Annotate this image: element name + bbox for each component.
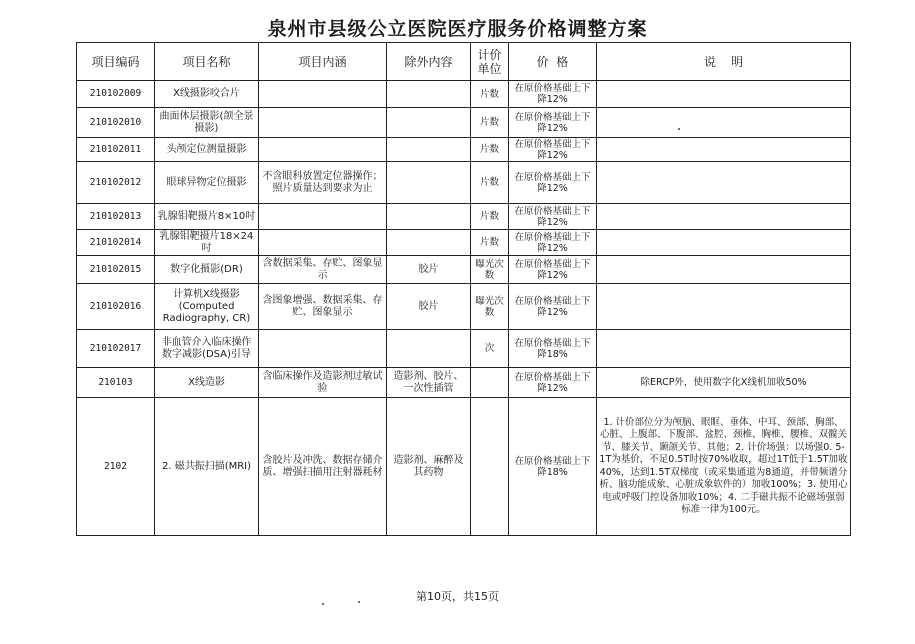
item-price: 在原价格基础上下降12% <box>509 368 597 398</box>
item-content: 不含眼科放置定位器操作；照片质量达到要求为止 <box>259 162 387 204</box>
item-content <box>259 204 387 230</box>
item-code: 210102011 <box>77 138 155 162</box>
item-unit: 曝光次数 <box>471 256 509 284</box>
item-unit <box>471 368 509 398</box>
item-unit: 片数 <box>471 138 509 162</box>
item-code: 210103 <box>77 368 155 398</box>
item-code: 210102015 <box>77 256 155 284</box>
header-name: 项目名称 <box>155 43 259 81</box>
header-unit: 计价单位 <box>471 43 509 81</box>
item-unit: 片数 <box>471 230 509 256</box>
item-code: 210102013 <box>77 204 155 230</box>
item-note <box>597 230 851 256</box>
item-price: 在原价格基础上下降12% <box>509 81 597 108</box>
item-unit: 次 <box>471 330 509 368</box>
item-excluded <box>387 230 471 256</box>
header-row <box>77 43 851 81</box>
item-note <box>597 256 851 284</box>
item-price: 在原价格基础上下降12% <box>509 162 597 204</box>
header-note: 说 明 <box>597 43 851 81</box>
item-excluded: 造影剂、胶片、一次性插管 <box>387 368 471 398</box>
table-row <box>77 162 851 204</box>
page-title: 泉州市县级公立医院医疗服务价格调整方案 <box>267 18 648 40</box>
header-code: 项目编码 <box>77 43 155 81</box>
table-row <box>77 81 851 108</box>
item-unit: 片数 <box>471 108 509 138</box>
item-name: 眼球异物定位摄影 <box>155 162 259 204</box>
header-excluded: 除外内容 <box>387 43 471 81</box>
item-excluded <box>387 108 471 138</box>
table-row <box>77 204 851 230</box>
item-price: 在原价格基础上下降12% <box>509 230 597 256</box>
item-code: 210102010 <box>77 108 155 138</box>
item-excluded <box>387 81 471 108</box>
item-name: X线造影 <box>155 368 259 398</box>
item-price: 在原价格基础上下降12% <box>509 256 597 284</box>
item-name: 计算机X线摄影(Computed Radiography, CR) <box>155 284 259 330</box>
item-code: 210102009 <box>77 81 155 108</box>
item-price: 在原价格基础上下降12% <box>509 284 597 330</box>
item-excluded <box>387 204 471 230</box>
item-name: 数字化摄影(DR) <box>155 256 259 284</box>
item-name: 乳腺钼靶摄片8×10吋 <box>155 204 259 230</box>
item-note: 1. 计价部位分为颅脑、眼眶、垂体、中耳、颈部、胸部、心脏、上腹部、下腹部、盆腔、颈椎、胸椎、腰椎、双髋关节、膝关节、颞颌关节、其他；2. 计价场强：以场强0. 5-1T为基价，不足0.5T时按70%收取，超过1T低于1.5T加收40%，达到1.5T双梯度（或采集通道为8通道，并带频谱分析、脑功能成象、心脏成象软件的）加收100%；3. 使用心电或呼吸门控设备加收10%；4. 二手磁共振不论磁场强弱标准一律为100元。 <box>597 398 851 536</box>
item-name: 非血管介入临床操作数字减影(DSA)引导 <box>155 330 259 368</box>
item-note <box>597 81 851 108</box>
item-note <box>597 204 851 230</box>
item-note <box>597 108 851 138</box>
item-content <box>259 230 387 256</box>
item-content <box>259 330 387 368</box>
table-row <box>77 398 851 536</box>
scan-speck <box>678 128 680 130</box>
item-excluded <box>387 162 471 204</box>
item-unit <box>471 398 509 536</box>
item-note: 除ERCP外，使用数字化X线机加收50% <box>597 368 851 398</box>
item-content: 含数据采集、存贮、图象显示 <box>259 256 387 284</box>
header-content: 项目内涵 <box>259 43 387 81</box>
item-content: 含胶片及冲洗、数据存储介质、增强扫描用注射器耗材 <box>259 398 387 536</box>
item-excluded <box>387 138 471 162</box>
item-unit: 片数 <box>471 204 509 230</box>
item-name: 乳腺钼靶摄片18×24吋 <box>155 230 259 256</box>
item-content: 含临床操作及造影剂过敏试验 <box>259 368 387 398</box>
table-row <box>77 256 851 284</box>
item-code: 210102016 <box>77 284 155 330</box>
item-content <box>259 138 387 162</box>
item-name: 2. 磁共振扫描(MRI) <box>155 398 259 536</box>
item-price: 在原价格基础上下降12% <box>509 138 597 162</box>
table-row <box>77 330 851 368</box>
item-excluded: 胶片 <box>387 256 471 284</box>
item-unit: 片数 <box>471 162 509 204</box>
item-code: 210102017 <box>77 330 155 368</box>
table-row <box>77 108 851 138</box>
item-content <box>259 81 387 108</box>
table-row <box>77 368 851 398</box>
item-content: 含图象增强、数据采集、存贮、图象显示 <box>259 284 387 330</box>
table-row <box>77 138 851 162</box>
item-note <box>597 330 851 368</box>
item-price: 在原价格基础上下降12% <box>509 204 597 230</box>
item-note <box>597 284 851 330</box>
table-row <box>77 284 851 330</box>
item-content <box>259 108 387 138</box>
item-name: 头颅定位测量摄影 <box>155 138 259 162</box>
item-price: 在原价格基础上下降18% <box>509 330 597 368</box>
price-table <box>76 42 851 536</box>
item-name: X线摄影咬合片 <box>155 81 259 108</box>
item-price: 在原价格基础上下降18% <box>509 398 597 536</box>
table-row <box>77 230 851 256</box>
header-price: 价 格 <box>509 43 597 81</box>
item-unit: 片数 <box>471 81 509 108</box>
item-excluded: 造影剂、麻醉及其药物 <box>387 398 471 536</box>
item-name: 曲面体层摄影(颌全景摄影) <box>155 108 259 138</box>
item-price: 在原价格基础上下降12% <box>509 108 597 138</box>
item-note <box>597 162 851 204</box>
item-code: 2102 <box>77 398 155 536</box>
item-note <box>597 138 851 162</box>
item-excluded: 胶片 <box>387 284 471 330</box>
item-excluded <box>387 330 471 368</box>
item-code: 210102014 <box>77 230 155 256</box>
item-code: 210102012 <box>77 162 155 204</box>
page-number: 第10页，共15页 <box>416 590 499 603</box>
item-unit: 曝光次数 <box>471 284 509 330</box>
